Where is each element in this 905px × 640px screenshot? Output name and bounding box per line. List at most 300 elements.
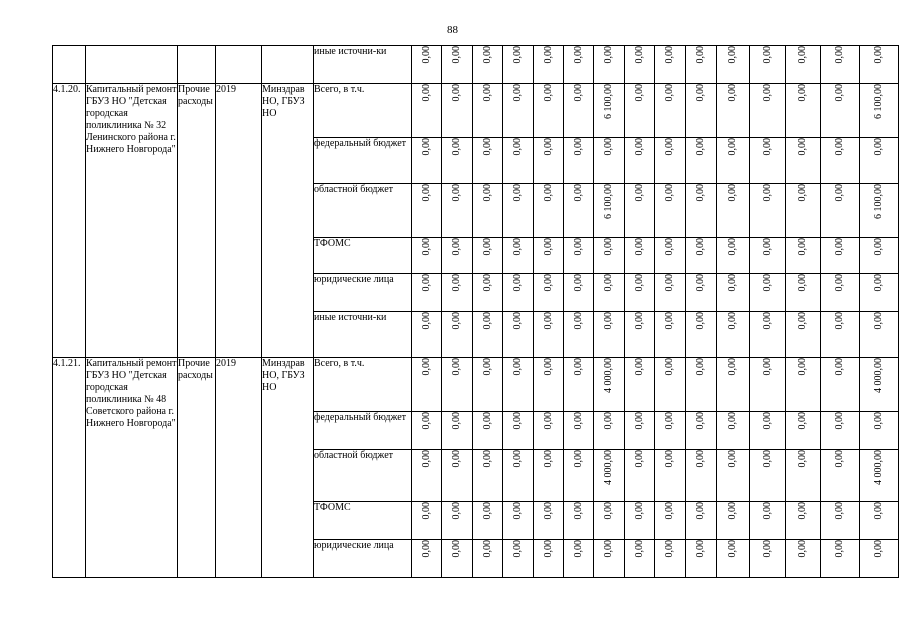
value-cell bbox=[860, 46, 899, 84]
value-cell bbox=[686, 84, 717, 138]
value-cell bbox=[442, 46, 473, 84]
value-cell bbox=[564, 540, 594, 578]
value-text: 0,00 bbox=[451, 502, 462, 520]
value-cell bbox=[594, 238, 625, 274]
value-text: 0,00 bbox=[603, 540, 614, 558]
value-text: 0,00 bbox=[451, 412, 462, 430]
value-cell bbox=[442, 450, 473, 502]
value-text: 0,00 bbox=[633, 450, 645, 468]
value-text: 0,00 bbox=[695, 540, 706, 558]
source-cell: областной бюджет bbox=[314, 450, 412, 502]
value-text: 0,00 bbox=[542, 46, 554, 64]
value-text: 0,00 bbox=[481, 238, 493, 256]
value-text: 0,00 bbox=[873, 540, 884, 558]
item-name: Капитальный ремонт ГБУЗ НО "Детская городская поликлиника № 32 Ленинского района г. Нижнего Новгорода" bbox=[86, 84, 178, 358]
value-cell bbox=[860, 138, 899, 184]
value-text: 0,00 bbox=[603, 412, 614, 430]
value-cell bbox=[625, 450, 655, 502]
value-cell bbox=[625, 358, 655, 412]
value-text: 0,00 bbox=[451, 274, 462, 292]
value-cell bbox=[564, 84, 594, 138]
value-cell bbox=[534, 274, 564, 312]
value-cell bbox=[821, 184, 860, 238]
value-cell bbox=[786, 46, 821, 84]
value-cell bbox=[534, 412, 564, 450]
value-text: 0,00 bbox=[481, 46, 493, 64]
value-cell bbox=[821, 238, 860, 274]
value-text: 0,00 bbox=[542, 274, 554, 292]
value-cell bbox=[655, 450, 686, 502]
value-cell bbox=[860, 274, 899, 312]
value-text: 0,00 bbox=[512, 450, 523, 468]
value-cell bbox=[625, 274, 655, 312]
value-text: 0,00 bbox=[761, 138, 773, 156]
source-cell: ТФОМС bbox=[314, 502, 412, 540]
value-cell bbox=[786, 138, 821, 184]
value-cell bbox=[625, 540, 655, 578]
item-year: 2019 bbox=[216, 84, 262, 358]
value-cell bbox=[717, 274, 750, 312]
value-cell bbox=[717, 138, 750, 184]
value-cell bbox=[503, 450, 534, 502]
value-text: 0,00 bbox=[512, 540, 523, 558]
value-cell bbox=[625, 412, 655, 450]
value-text: 0,00 bbox=[451, 450, 462, 468]
source-cell: ТФОМС bbox=[314, 238, 412, 274]
value-cell bbox=[686, 502, 717, 540]
source-cell: федеральный бюджет bbox=[314, 412, 412, 450]
value-cell bbox=[821, 540, 860, 578]
value-text: 0,00 bbox=[633, 540, 645, 558]
value-cell bbox=[594, 84, 625, 138]
value-text: 0,00 bbox=[633, 184, 645, 202]
value-text: 0,00 bbox=[727, 274, 738, 292]
value-text: 0,00 bbox=[695, 312, 706, 330]
value-cell bbox=[503, 540, 534, 578]
value-cell bbox=[442, 138, 473, 184]
value-cell bbox=[473, 412, 503, 450]
value-cell bbox=[564, 46, 594, 84]
value-text: 0,00 bbox=[633, 412, 645, 430]
value-text: 0,00 bbox=[834, 502, 845, 520]
value-text: 0,00 bbox=[481, 84, 493, 102]
value-text: 0,00 bbox=[664, 274, 675, 292]
value-cell bbox=[655, 274, 686, 312]
value-text: 0,00 bbox=[572, 184, 584, 202]
value-text: 6 100,00 bbox=[603, 184, 614, 219]
value-text: 0,00 bbox=[481, 412, 493, 430]
value-cell bbox=[564, 138, 594, 184]
value-text: 0,00 bbox=[873, 312, 884, 330]
value-text: 0,00 bbox=[834, 46, 845, 64]
value-text: 0,00 bbox=[761, 540, 773, 558]
value-cell bbox=[717, 46, 750, 84]
value-cell bbox=[655, 138, 686, 184]
value-cell bbox=[686, 358, 717, 412]
value-cell bbox=[750, 84, 786, 138]
value-cell bbox=[686, 46, 717, 84]
source-cell: Всего, в т.ч. bbox=[314, 358, 412, 412]
value-text: 0,00 bbox=[512, 84, 523, 102]
value-text: 0,00 bbox=[420, 450, 432, 468]
value-text: 0,00 bbox=[727, 502, 738, 520]
value-text: 0,00 bbox=[664, 46, 675, 64]
value-text: 0,00 bbox=[695, 84, 706, 102]
value-cell bbox=[860, 358, 899, 412]
value-text: 0,00 bbox=[633, 502, 645, 520]
value-text: 0,00 bbox=[873, 502, 884, 520]
value-cell bbox=[717, 84, 750, 138]
value-cell bbox=[821, 358, 860, 412]
value-cell bbox=[594, 274, 625, 312]
value-text: 6 100,00 bbox=[603, 84, 614, 119]
value-cell bbox=[750, 358, 786, 412]
value-cell bbox=[534, 358, 564, 412]
value-cell bbox=[503, 502, 534, 540]
value-text: 0,00 bbox=[420, 274, 432, 292]
value-text: 0,00 bbox=[512, 502, 523, 520]
value-text: 0,00 bbox=[451, 358, 462, 376]
value-text: 0,00 bbox=[695, 502, 706, 520]
item-category: Прочие расходы bbox=[178, 358, 216, 578]
value-cell bbox=[503, 84, 534, 138]
value-text: 0,00 bbox=[797, 358, 808, 376]
value-text: 0,00 bbox=[873, 412, 884, 430]
value-cell bbox=[655, 46, 686, 84]
value-cell bbox=[473, 46, 503, 84]
value-cell bbox=[534, 84, 564, 138]
value-text: 0,00 bbox=[420, 138, 432, 156]
value-cell bbox=[473, 312, 503, 358]
value-cell bbox=[412, 412, 442, 450]
value-text: 0,00 bbox=[761, 274, 773, 292]
value-text: 0,00 bbox=[797, 138, 808, 156]
value-cell bbox=[564, 274, 594, 312]
value-text: 0,00 bbox=[664, 502, 675, 520]
budget-table bbox=[52, 45, 899, 578]
value-text: 4 000,00 bbox=[873, 358, 884, 393]
value-cell bbox=[750, 540, 786, 578]
value-cell bbox=[412, 312, 442, 358]
value-cell bbox=[564, 184, 594, 238]
value-cell bbox=[594, 540, 625, 578]
empty-cell bbox=[178, 46, 216, 84]
value-cell bbox=[412, 184, 442, 238]
value-text: 0,00 bbox=[572, 412, 584, 430]
value-cell bbox=[786, 450, 821, 502]
value-text: 0,00 bbox=[542, 412, 554, 430]
value-text: 0,00 bbox=[797, 274, 808, 292]
value-cell bbox=[655, 358, 686, 412]
value-text: 0,00 bbox=[572, 450, 584, 468]
table-body bbox=[53, 46, 899, 578]
value-cell bbox=[503, 46, 534, 84]
value-cell bbox=[786, 274, 821, 312]
value-cell bbox=[750, 502, 786, 540]
value-cell bbox=[686, 412, 717, 450]
value-text: 0,00 bbox=[797, 540, 808, 558]
value-text: 0,00 bbox=[664, 312, 675, 330]
value-cell bbox=[503, 412, 534, 450]
empty-cell bbox=[262, 46, 314, 84]
value-text: 0,00 bbox=[695, 46, 706, 64]
source-cell: областной бюджет bbox=[314, 184, 412, 238]
value-text: 0,00 bbox=[420, 358, 432, 376]
value-cell bbox=[442, 84, 473, 138]
value-cell bbox=[655, 312, 686, 358]
value-cell bbox=[534, 540, 564, 578]
value-text: 0,00 bbox=[727, 84, 738, 102]
value-cell bbox=[717, 312, 750, 358]
source-cell: юридические лица bbox=[314, 540, 412, 578]
value-text: 0,00 bbox=[761, 358, 773, 376]
value-cell bbox=[686, 540, 717, 578]
value-text: 0,00 bbox=[664, 238, 675, 256]
value-text: 0,00 bbox=[420, 46, 432, 64]
value-text: 0,00 bbox=[664, 184, 675, 202]
value-cell bbox=[686, 450, 717, 502]
value-cell bbox=[442, 502, 473, 540]
value-cell bbox=[786, 540, 821, 578]
value-text: 0,00 bbox=[664, 358, 675, 376]
value-text: 0,00 bbox=[834, 184, 845, 202]
value-cell bbox=[821, 84, 860, 138]
empty-cell bbox=[53, 46, 86, 84]
item-name: Капитальный ремонт ГБУЗ НО "Детская городская поликлиника № 48 Советского района г. Нижнего Новгорода" bbox=[86, 358, 178, 578]
value-cell bbox=[625, 84, 655, 138]
value-text: 0,00 bbox=[633, 238, 645, 256]
value-cell bbox=[655, 412, 686, 450]
item-executor: Минздрав НО, ГБУЗ НО bbox=[262, 84, 314, 358]
value-cell bbox=[717, 540, 750, 578]
value-cell bbox=[594, 450, 625, 502]
value-cell bbox=[750, 274, 786, 312]
value-text: 0,00 bbox=[664, 84, 675, 102]
value-text: 0,00 bbox=[451, 540, 462, 558]
value-cell bbox=[564, 312, 594, 358]
value-text: 0,00 bbox=[834, 450, 845, 468]
value-cell bbox=[860, 450, 899, 502]
value-text: 0,00 bbox=[633, 274, 645, 292]
value-cell bbox=[473, 274, 503, 312]
value-cell bbox=[564, 502, 594, 540]
value-cell bbox=[534, 184, 564, 238]
value-text: 0,00 bbox=[542, 358, 554, 376]
item-code: 4.1.21. bbox=[53, 358, 86, 578]
value-text: 0,00 bbox=[603, 238, 614, 256]
value-cell bbox=[473, 184, 503, 238]
source-cell: иные источни-ки bbox=[314, 46, 412, 84]
value-cell bbox=[821, 312, 860, 358]
value-cell bbox=[717, 450, 750, 502]
value-text: 0,00 bbox=[834, 138, 845, 156]
value-text: 0,00 bbox=[572, 502, 584, 520]
value-text: 0,00 bbox=[512, 412, 523, 430]
value-cell bbox=[564, 358, 594, 412]
value-cell bbox=[860, 238, 899, 274]
value-text: 0,00 bbox=[512, 138, 523, 156]
value-cell bbox=[534, 502, 564, 540]
value-text: 0,00 bbox=[797, 84, 808, 102]
value-text: 0,00 bbox=[451, 84, 462, 102]
value-cell bbox=[564, 450, 594, 502]
value-text: 0,00 bbox=[664, 450, 675, 468]
value-text: 0,00 bbox=[633, 84, 645, 102]
value-text: 0,00 bbox=[481, 540, 493, 558]
value-cell bbox=[655, 184, 686, 238]
value-cell bbox=[412, 46, 442, 84]
value-text: 0,00 bbox=[727, 412, 738, 430]
value-text: 0,00 bbox=[633, 46, 645, 64]
value-text: 0,00 bbox=[727, 184, 738, 202]
empty-cell bbox=[216, 46, 262, 84]
value-cell bbox=[821, 46, 860, 84]
value-text: 0,00 bbox=[572, 274, 584, 292]
value-cell bbox=[442, 274, 473, 312]
value-cell bbox=[473, 238, 503, 274]
value-cell bbox=[860, 502, 899, 540]
value-text: 0,00 bbox=[481, 502, 493, 520]
value-text: 0,00 bbox=[542, 84, 554, 102]
value-text: 0,00 bbox=[664, 412, 675, 430]
value-cell bbox=[594, 358, 625, 412]
value-text: 0,00 bbox=[481, 274, 493, 292]
value-cell bbox=[412, 238, 442, 274]
value-cell bbox=[860, 412, 899, 450]
item-code: 4.1.20. bbox=[53, 84, 86, 358]
value-text: 0,00 bbox=[451, 312, 462, 330]
value-text: 0,00 bbox=[603, 274, 614, 292]
value-text: 0,00 bbox=[572, 84, 584, 102]
value-cell bbox=[473, 358, 503, 412]
item-year: 2019 bbox=[216, 358, 262, 578]
value-text: 0,00 bbox=[481, 138, 493, 156]
value-text: 0,00 bbox=[572, 46, 584, 64]
value-cell bbox=[750, 312, 786, 358]
item-executor: Минздрав НО, ГБУЗ НО bbox=[262, 358, 314, 578]
value-text: 0,00 bbox=[797, 412, 808, 430]
value-cell bbox=[625, 184, 655, 238]
value-cell bbox=[750, 184, 786, 238]
value-text: 0,00 bbox=[512, 274, 523, 292]
value-text: 0,00 bbox=[633, 312, 645, 330]
value-cell bbox=[503, 138, 534, 184]
value-text: 0,00 bbox=[451, 46, 462, 64]
value-cell bbox=[750, 238, 786, 274]
value-cell bbox=[717, 502, 750, 540]
value-text: 0,00 bbox=[572, 540, 584, 558]
value-cell bbox=[686, 184, 717, 238]
value-text: 0,00 bbox=[695, 358, 706, 376]
value-cell bbox=[686, 274, 717, 312]
value-cell bbox=[442, 184, 473, 238]
source-cell: иные источни-ки bbox=[314, 312, 412, 358]
value-cell bbox=[594, 312, 625, 358]
value-text: 0,00 bbox=[834, 274, 845, 292]
value-cell bbox=[686, 138, 717, 184]
value-text: 0,00 bbox=[664, 540, 675, 558]
value-cell bbox=[860, 84, 899, 138]
value-cell bbox=[821, 502, 860, 540]
value-cell bbox=[473, 84, 503, 138]
value-text: 0,00 bbox=[420, 312, 432, 330]
value-text: 0,00 bbox=[695, 450, 706, 468]
value-cell bbox=[821, 138, 860, 184]
value-text: 0,00 bbox=[695, 412, 706, 430]
value-cell bbox=[625, 138, 655, 184]
value-text: 0,00 bbox=[727, 138, 738, 156]
value-cell bbox=[655, 238, 686, 274]
value-cell bbox=[534, 138, 564, 184]
page-number: 88 bbox=[447, 24, 458, 36]
value-text: 0,00 bbox=[633, 138, 645, 156]
value-text: 0,00 bbox=[834, 358, 845, 376]
value-cell bbox=[717, 412, 750, 450]
value-text: 0,00 bbox=[695, 138, 706, 156]
value-text: 0,00 bbox=[797, 502, 808, 520]
value-text: 0,00 bbox=[420, 184, 432, 202]
value-cell bbox=[786, 358, 821, 412]
value-text: 0,00 bbox=[481, 312, 493, 330]
empty-cell bbox=[86, 46, 178, 84]
value-cell bbox=[717, 238, 750, 274]
value-cell bbox=[625, 46, 655, 84]
value-cell bbox=[412, 450, 442, 502]
value-cell bbox=[625, 312, 655, 358]
value-cell bbox=[860, 540, 899, 578]
value-cell bbox=[473, 502, 503, 540]
value-cell bbox=[686, 238, 717, 274]
value-text: 0,00 bbox=[512, 46, 523, 64]
value-text: 0,00 bbox=[797, 450, 808, 468]
value-text: 6 100,00 bbox=[873, 184, 884, 219]
value-text: 0,00 bbox=[834, 238, 845, 256]
value-cell bbox=[786, 412, 821, 450]
value-cell bbox=[412, 84, 442, 138]
value-text: 0,00 bbox=[512, 184, 523, 202]
value-cell bbox=[564, 238, 594, 274]
value-cell bbox=[412, 540, 442, 578]
value-cell bbox=[412, 138, 442, 184]
value-text: 0,00 bbox=[797, 184, 808, 202]
value-cell bbox=[503, 184, 534, 238]
value-text: 0,00 bbox=[603, 46, 614, 64]
value-text: 0,00 bbox=[834, 312, 845, 330]
value-text: 0,00 bbox=[761, 450, 773, 468]
value-cell bbox=[625, 238, 655, 274]
value-text: 0,00 bbox=[420, 502, 432, 520]
value-cell bbox=[534, 46, 564, 84]
value-text: 0,00 bbox=[451, 184, 462, 202]
value-cell bbox=[786, 502, 821, 540]
value-cell bbox=[594, 138, 625, 184]
value-text: 0,00 bbox=[420, 540, 432, 558]
value-cell bbox=[750, 46, 786, 84]
value-text: 0,00 bbox=[695, 184, 706, 202]
value-cell bbox=[503, 274, 534, 312]
value-text: 0,00 bbox=[542, 312, 554, 330]
table-row bbox=[53, 84, 899, 138]
value-text: 0,00 bbox=[512, 238, 523, 256]
value-cell bbox=[442, 358, 473, 412]
value-text: 0,00 bbox=[481, 450, 493, 468]
value-text: 0,00 bbox=[603, 502, 614, 520]
value-text: 0,00 bbox=[572, 238, 584, 256]
value-text: 0,00 bbox=[761, 312, 773, 330]
value-cell bbox=[750, 450, 786, 502]
value-text: 0,00 bbox=[603, 138, 614, 156]
value-text: 0,00 bbox=[873, 274, 884, 292]
